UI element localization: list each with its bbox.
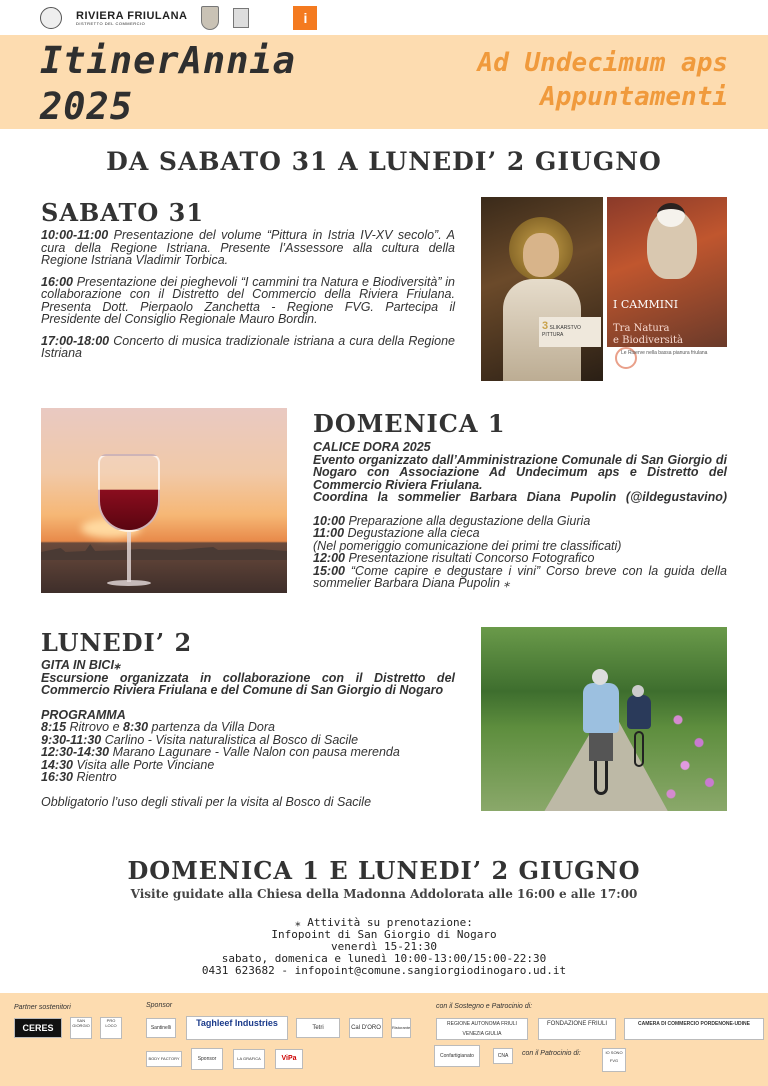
sponsor-logo: Ristorante: [391, 1018, 411, 1038]
schedule-item: 11:00 Degustazione alla cieca: [313, 526, 480, 540]
sponsor-logo: LA GRAFICA: [233, 1049, 265, 1069]
sostegno-logo: CAMERA DI COMMERCIO PORDENONE-UDINE: [624, 1018, 764, 1040]
association-logo: [233, 8, 249, 28]
contact-line: 0431 623682 - infopoint@comune.sangiorgiodinogaro.ud.it: [201, 964, 567, 977]
sponsor-logo: BODY FACTORY: [146, 1051, 182, 1067]
partner-logo: CERES: [14, 1018, 62, 1038]
program-item: 14:30 Visita alle Porte Vinciane: [41, 757, 215, 772]
patrocinio-logo: IO SONO FVG: [602, 1048, 626, 1072]
event-name: CALICE DORA 2025: [313, 440, 431, 454]
ad-logo: [263, 8, 279, 28]
email-link[interactable]: infopoint@comune.sangiorgiodinogaro.ud.it: [294, 964, 567, 977]
partner-logo: PRO LOCO: [100, 1017, 122, 1039]
riviera-friulana-logo: RIVIERA FRIULANA DISTRETTO DEL COMMERCIO: [76, 9, 188, 26]
patrocinio-label: con il Patrocinio di:: [522, 1050, 581, 1057]
schedule-item: 15:00 “Come capire e degustare i vini” Corso breve con la guida della sommelier Barbara Diana Pupolin ⁎: [313, 563, 727, 590]
sostegno-label: con il Sostegno e Patrocinio di:: [436, 1003, 533, 1010]
domenica-title: DOMENICA 1: [313, 409, 506, 438]
book-label: 3 SLIKARSTVO PITTURA: [539, 317, 601, 347]
sponsor-logo: ViPa: [275, 1049, 303, 1069]
patrocinio-logo: Confartigianato: [434, 1045, 480, 1067]
lunedi-content: [41, 659, 455, 808]
sostegno-logo: REGIONE AUTONOMA FRIULI VENEZIA GIULIA: [436, 1018, 528, 1040]
program-label: PROGRAMMA: [41, 707, 126, 722]
sabato-event: 16:00 Presentazione dei pieghevoli “I cammini tra Natura e Biodiversità” in collaborazione con il Distretto del Commercio della Riviera Friulana. Presenta Dott. Pierpaolo Zanchetta - Regione FVG. Partecipa il Presidente del Consiglio Regionale Mauro Bordin.: [41, 274, 455, 326]
comune-crest-logo: [201, 6, 219, 30]
pittura-book-cover-image: [481, 197, 603, 381]
domenica-schedule: [313, 515, 727, 590]
event-description: Escursione organizzata in collaborazione con il Distretto del Commercio Riviera Friulana e del Comune di San Giorgio di Nogaro: [41, 670, 455, 697]
schedule-item: (Nel pomeriggio comunicazione dei primi tre classificati): [313, 538, 622, 553]
partner-label: Partner sostenitori: [14, 1004, 71, 1011]
footer-sponsors: [0, 993, 768, 1086]
bike-ride-image: [481, 627, 727, 811]
sabato-events: [41, 229, 455, 369]
schedule-item: 10:00 Preparazione alla degustazione della Giuria: [313, 513, 591, 528]
page-title: ItinerAnnia 2025: [40, 39, 297, 128]
header-subtitle: Ad Undecimum aps Appuntamenti: [477, 48, 728, 112]
wine-glass-sunset-image: [41, 408, 287, 593]
sabato-title: SABATO 31: [41, 198, 205, 227]
event-name: GITA IN BICI⁎: [41, 658, 121, 672]
sponsor-logo: Tetri: [296, 1018, 340, 1038]
program-item: 16:30 Rientro: [41, 770, 117, 784]
program-item: 8:15 Ritrovo e 8:30 partenza da Villa Dora: [41, 720, 275, 734]
schedule-item: 12:00 Presentazione risultati Concorso Fotografico: [313, 551, 595, 565]
program-item: 12:30-14:30 Marano Lagunare - Valle Nalon con pausa merenda: [41, 745, 400, 759]
patrocinio-logo: CNA: [493, 1048, 513, 1064]
sabato-event: 10:00-11:00 Presentazione del volume “Pittura in Istria IV-XV secolo”. A cura della Regione Istriana. Presente l’Assessore alla cultura della Regione Istriana Vladimir Torbica.: [41, 228, 455, 267]
infopoint-logo: i: [293, 6, 317, 30]
event-description: Evento organizzato dall’Amministrazione Comunale di San Giorgio di Nogaro con Associazione Ad Undecimum aps e Distretto del Commercio Riviera Friulana.: [313, 452, 727, 492]
sponsor-round-logo: [40, 7, 62, 29]
sponsor-logo: Santinelli: [146, 1018, 176, 1038]
phone-number[interactable]: 0431 623682: [201, 964, 275, 977]
partner-logo: SAN GIORGIO: [70, 1017, 92, 1039]
lunedi-title: LUNEDI’ 2: [41, 628, 193, 657]
sponsor-logo: Sponsor: [191, 1048, 223, 1070]
booking-info: ⁎ Attività su prenotazione: Infopoint di San Giorgio di Nogaro venerdì 15-21:30 sabato, domenica e lunedì 10:00-13:00/15:00-22:30 0431 623682 - infopoint@comune.sangiorgiodinogaro.ud.it: [0, 917, 768, 977]
sostegno-logo: FONDAZIONE FRIULI: [538, 1018, 616, 1040]
date-range-title: DA SABATO 31 A LUNEDI’ 2 GIUGNO: [106, 147, 662, 176]
domenica-content: [313, 441, 727, 590]
final-title: DOMENICA 1 E LUNEDI’ 2 GIUGNO: [127, 856, 641, 885]
program-note: Obbligatorio l’uso degli stivali per la visita al Bosco di Sacile: [41, 794, 372, 809]
sponsor-logo: Taghleef Industries: [186, 1016, 288, 1040]
sponsor-label: Sponsor: [146, 1002, 173, 1009]
final-subtitle: Visite guidate alla Chiesa della Madonna Addolorata alle 16:00 e alle 17:00: [130, 887, 638, 901]
sponsor-logo: Cal D'ORO: [349, 1018, 383, 1038]
cammini-brochure-image: I CAMMINI Tra Natura e Biodiversità Le Riserve nella bassa pianura friulana: [607, 197, 727, 381]
event-coordinator: Coordina la sommelier Barbara Diana Pupolin (@ildegustavino): [313, 490, 727, 504]
program-item: 9:30-11:30 Carlino - Visita naturalistica al Bosco di Sacile: [41, 732, 359, 747]
top-logos: [40, 4, 317, 32]
sabato-event: 17:00-18:00 Concerto di musica tradizionale istriana a cura della Regione Istriana: [41, 333, 455, 360]
